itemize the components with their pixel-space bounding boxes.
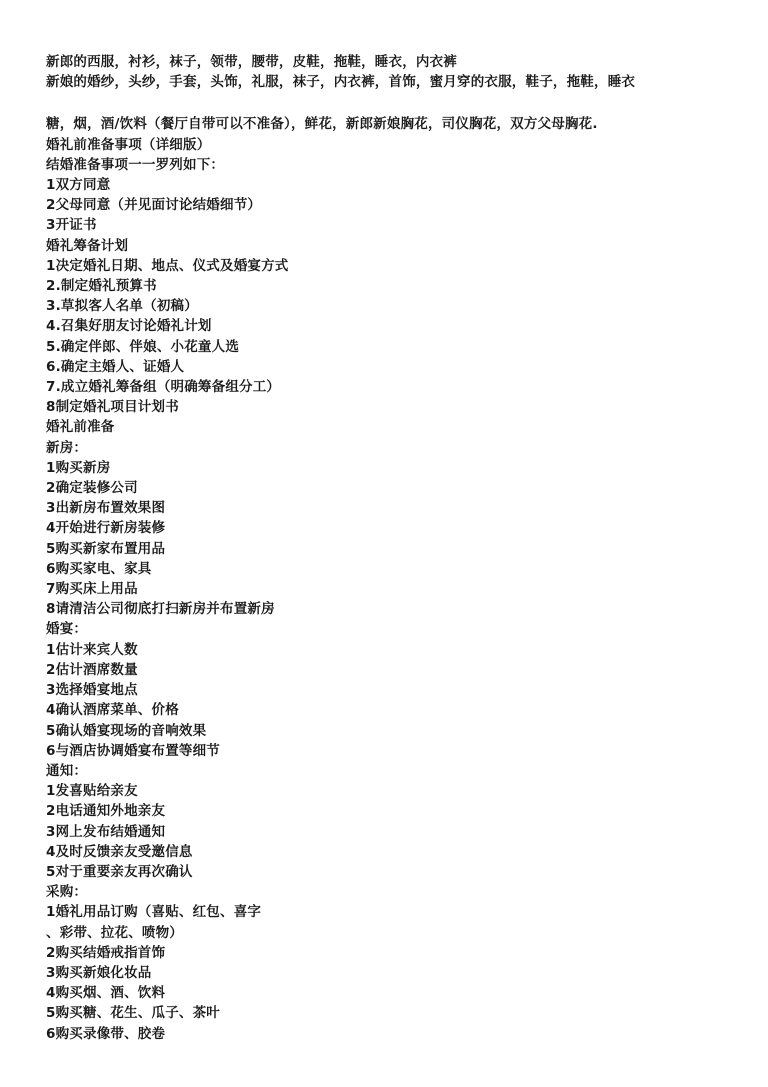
checklist-line: 2电话通知外地亲友 — [46, 803, 166, 820]
checklist-line: 4.召集好朋友讨论婚礼计划 — [46, 318, 212, 335]
checklist-line: 5对于重要亲友再次确认 — [46, 863, 193, 880]
checklist-line: 新房： — [46, 439, 88, 456]
checklist-line: 8制定婚礼项目计划书 — [46, 399, 179, 416]
checklist-line: 1决定婚礼日期、地点、仪式及婚宴方式 — [46, 257, 289, 274]
checklist-line: 5确认婚宴现场的音响效果 — [46, 722, 207, 739]
checklist-line: 2购买结婚戒指首饰 — [46, 944, 166, 961]
checklist-line: 6.确定主婚人、证婚人 — [46, 358, 185, 375]
checklist-line: 婚礼前准备 — [46, 419, 115, 436]
checklist-line: 3出新房布置效果图 — [46, 500, 166, 517]
checklist-line: 4开始进行新房装修 — [46, 520, 166, 537]
checklist — [46, 135, 736, 1044]
checklist-line: 7购买床上用品 — [46, 581, 138, 598]
checklist-line: 4购买烟、酒、饮料 — [46, 985, 166, 1002]
checklist-line: 婚礼前准备事项（详细版） — [46, 136, 211, 153]
misc-items-line: 糖，烟，酒/饮料（餐厅自带可以不准备），鲜花，新郎新娘胸花，司仪胸花，双方父母胸花. — [46, 116, 598, 133]
checklist-line: 3购买新娘化妆品 — [46, 964, 152, 981]
checklist-line: 通知： — [46, 762, 88, 779]
checklist-line: 5.确定伴郎、伴娘、小花童人选 — [46, 338, 240, 355]
checklist-line: 2估计酒席数量 — [46, 661, 138, 678]
checklist-line: 、彩带、拉花、喷物） — [46, 924, 183, 941]
checklist-line: 2.制定婚礼预算书 — [46, 278, 157, 295]
bride-items-line: 新娘的婚纱，头纱，手套，头饰，礼服，袜子，内衣裤，首饰，蜜月穿的衣服，鞋子，拖鞋，睡衣 — [46, 74, 636, 91]
document-page — [46, 52, 736, 1044]
checklist-line: 6购买录像带、胶卷 — [46, 1025, 166, 1042]
checklist-line: 2确定装修公司 — [46, 480, 138, 497]
checklist-line: 5购买新家布置用品 — [46, 540, 166, 557]
checklist-line: 1婚礼用品订购（喜贴、红包、喜字 — [46, 904, 262, 921]
checklist-line: 4确认酒席菜单、价格 — [46, 702, 179, 719]
checklist-line: 7.成立婚礼筹备组（明确筹备组分工） — [46, 379, 281, 396]
checklist-line: 婚宴： — [46, 621, 88, 638]
checklist-line: 1双方同意 — [46, 177, 111, 194]
checklist-line: 1购买新房 — [46, 459, 111, 476]
checklist-line: 3开证书 — [46, 217, 97, 234]
checklist-line: 5购买糖、花生、瓜子、茶叶 — [46, 1005, 220, 1022]
checklist-line: 1估计来宾人数 — [46, 641, 138, 658]
checklist-line: 结婚准备事项一一罗列如下： — [46, 156, 225, 173]
checklist-line: 3.草拟客人名单（初稿） — [46, 298, 198, 315]
groom-items-line: 新郎的西服，衬衫，袜子，领带，腰带，皮鞋，拖鞋，睡衣，内衣裤 — [46, 54, 457, 70]
checklist-line: 6购买家电、家具 — [46, 560, 152, 577]
checklist-line: 婚礼筹备计划 — [46, 237, 129, 254]
checklist-line: 8请清洁公司彻底打扫新房并布置新房 — [46, 601, 275, 618]
checklist-line: 2父母同意（并见面讨论结婚细节） — [46, 197, 262, 214]
paragraph-gap — [46, 92, 736, 114]
checklist-line: 3网上发布结婚通知 — [46, 823, 166, 840]
checklist-line: 3选择婚宴地点 — [46, 682, 138, 699]
checklist-line: 1发喜贴给亲友 — [46, 783, 138, 800]
checklist-line: 6与酒店协调婚宴布置等细节 — [46, 742, 220, 759]
checklist-line: 4及时反馈亲友受邀信息 — [46, 843, 193, 860]
checklist-line: 采购： — [46, 884, 88, 901]
